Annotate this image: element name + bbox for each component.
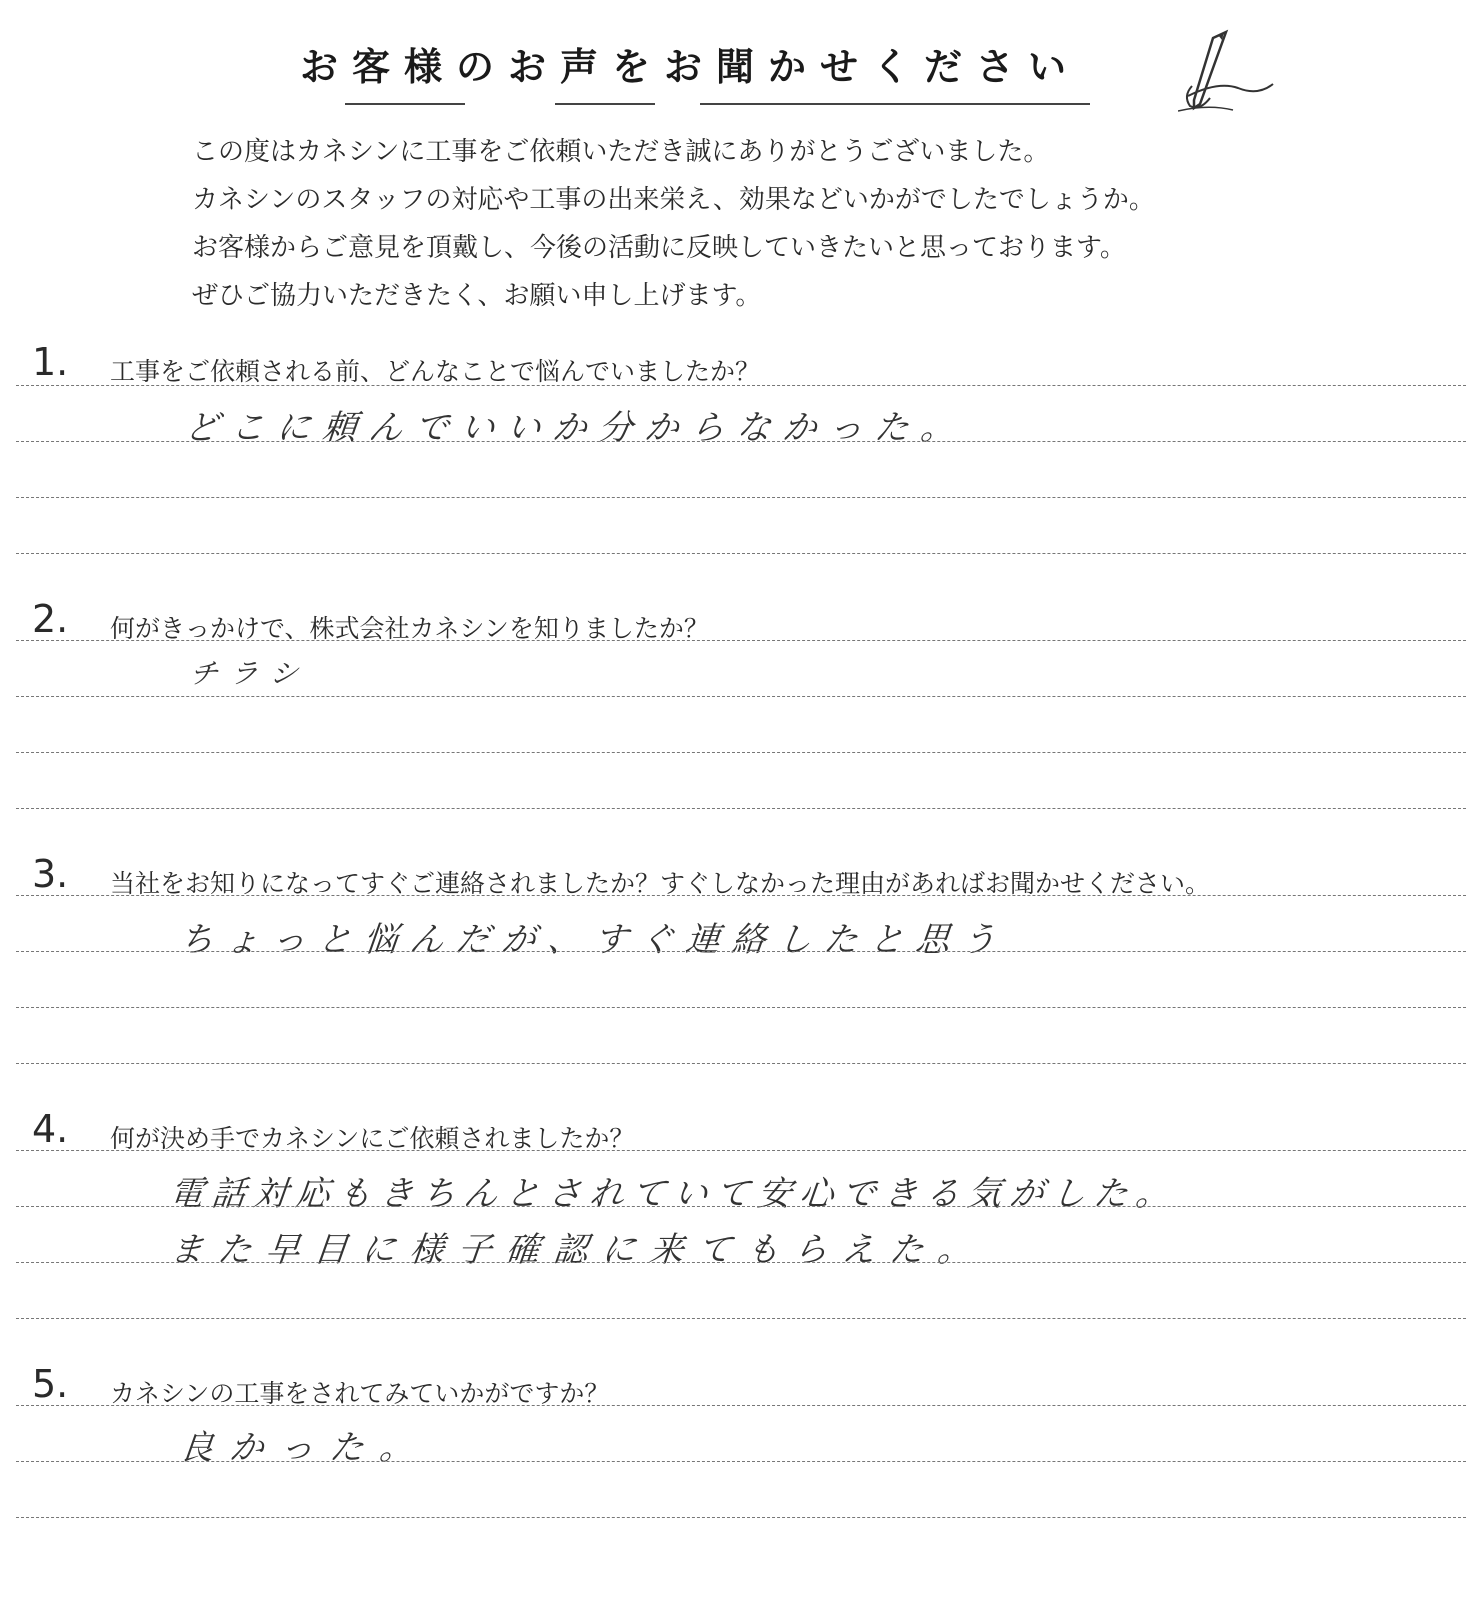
answer-line — [16, 895, 1466, 896]
answer-line — [16, 640, 1466, 641]
answer-line — [16, 553, 1466, 554]
handwritten-answer: 良かった。 — [177, 1428, 432, 1468]
question-number: 3. — [32, 852, 69, 896]
question-number: 5. — [32, 1362, 69, 1406]
question-text: 何が決め手でカネシンにご依頼されましたか？ — [110, 1124, 635, 1153]
title-underline — [555, 103, 655, 105]
handwritten-answer: また早目に様子確認に来てもらえた。 — [167, 1230, 988, 1270]
answer-line — [16, 696, 1466, 697]
answer-line — [16, 1206, 1466, 1207]
question-number: 4. — [32, 1107, 69, 1151]
answer-line — [16, 752, 1466, 753]
question-number: 1. — [32, 340, 69, 384]
answer-line — [16, 1405, 1466, 1406]
handwritten-answer: 電話対応もきちんとされていて安心できる気がした。 — [167, 1174, 1180, 1214]
handwritten-answer: どこに頼んでいいか分からなかった。 — [182, 408, 969, 448]
answer-line — [16, 1150, 1466, 1151]
answer-line — [16, 1262, 1466, 1263]
answer-line — [16, 1063, 1466, 1064]
answer-line — [16, 1318, 1466, 1319]
intro-line: ぜひご協力いただきたく、お願い申し上げます。 — [192, 281, 762, 311]
answer-line — [16, 385, 1466, 386]
answer-line — [16, 808, 1466, 809]
page-title: お客様のお声をお聞かせください — [300, 45, 1081, 89]
pen-icon — [1178, 26, 1278, 116]
intro-line: この度はカネシンに工事をご依頼いただき誠にありがとうございました。 — [192, 137, 1050, 167]
title-underline — [700, 103, 1090, 105]
question-text: 工事をご依頼される前、どんなことで悩んでいましたか？ — [110, 357, 761, 386]
answer-line — [16, 497, 1466, 498]
answer-line — [16, 1517, 1466, 1518]
title-underline — [345, 103, 465, 105]
answer-line — [16, 951, 1466, 952]
question-number: 2. — [32, 597, 69, 641]
question-text: 当社をお知りになってすぐご連絡されましたか？すぐしなかった理由があればお聞かせください。 — [110, 869, 1211, 898]
intro-line: お客様からご意見を頂戴し、今後の活動に反映していきたいと思っております。 — [192, 233, 1126, 263]
question-text: 何がきっかけで、株式会社カネシンを知りましたか？ — [110, 614, 709, 643]
handwritten-answer: ちょっと悩んだが、すぐ連絡したと思う — [177, 920, 1010, 960]
answer-line — [16, 441, 1466, 442]
answer-line — [16, 1007, 1466, 1008]
question-text: カネシンの工事をされてみていかがですか？ — [110, 1379, 610, 1408]
answer-line — [16, 1461, 1466, 1462]
intro-line: カネシンのスタッフの対応や工事の出来栄え、効果などいかがでしたでしょうか。 — [192, 185, 1155, 215]
intro-text — [192, 128, 1372, 320]
handwritten-answer: チラシ — [188, 657, 312, 690]
